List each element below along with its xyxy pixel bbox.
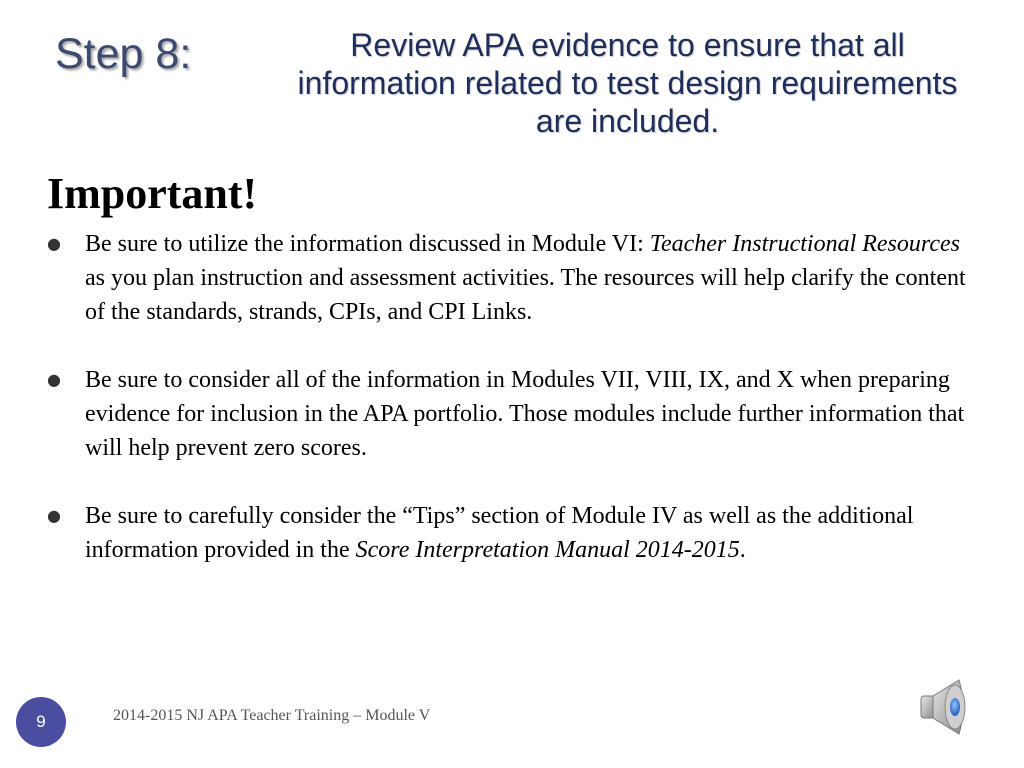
- step-label: Step 8:: [55, 30, 192, 78]
- slide-title: Review APA evidence to ensure that all information related to test design requirements are included.: [297, 27, 958, 139]
- speaker-icon[interactable]: [915, 676, 979, 738]
- bullet-text: Be sure to utilize the information discussed in Module VI: Teacher Instructional Resources as you plan instruction and assessment activities. The resources will help clarify the content of the standards, strands, CPIs, and CPI Links.: [85, 231, 966, 325]
- footer-text: 2014-2015 NJ APA Teacher Training – Module V: [113, 707, 431, 724]
- bullet-dot-icon: ●: [47, 234, 61, 253]
- bullet-dot-icon: ●: [47, 370, 61, 389]
- bullet-list: [47, 227, 982, 601]
- page-number-badge: 9: [16, 697, 66, 747]
- bullet-dot-icon: ●: [47, 506, 61, 525]
- bullet-item: [47, 227, 982, 329]
- bullet-item: [47, 363, 982, 465]
- bullet-item: [47, 499, 982, 567]
- bullet-text: Be sure to consider all of the information in Modules VII, VIII, IX, and X when preparing evidence for inclusion in the APA portfolio. Those modules include further information that will help prevent zero scores.: [85, 367, 965, 461]
- bullet-text: Be sure to carefully consider the “Tips” section of Module IV as well as the additional information provided in the Score Interpretation Manual 2014-2015.: [85, 503, 914, 563]
- important-heading: Important!: [47, 169, 258, 218]
